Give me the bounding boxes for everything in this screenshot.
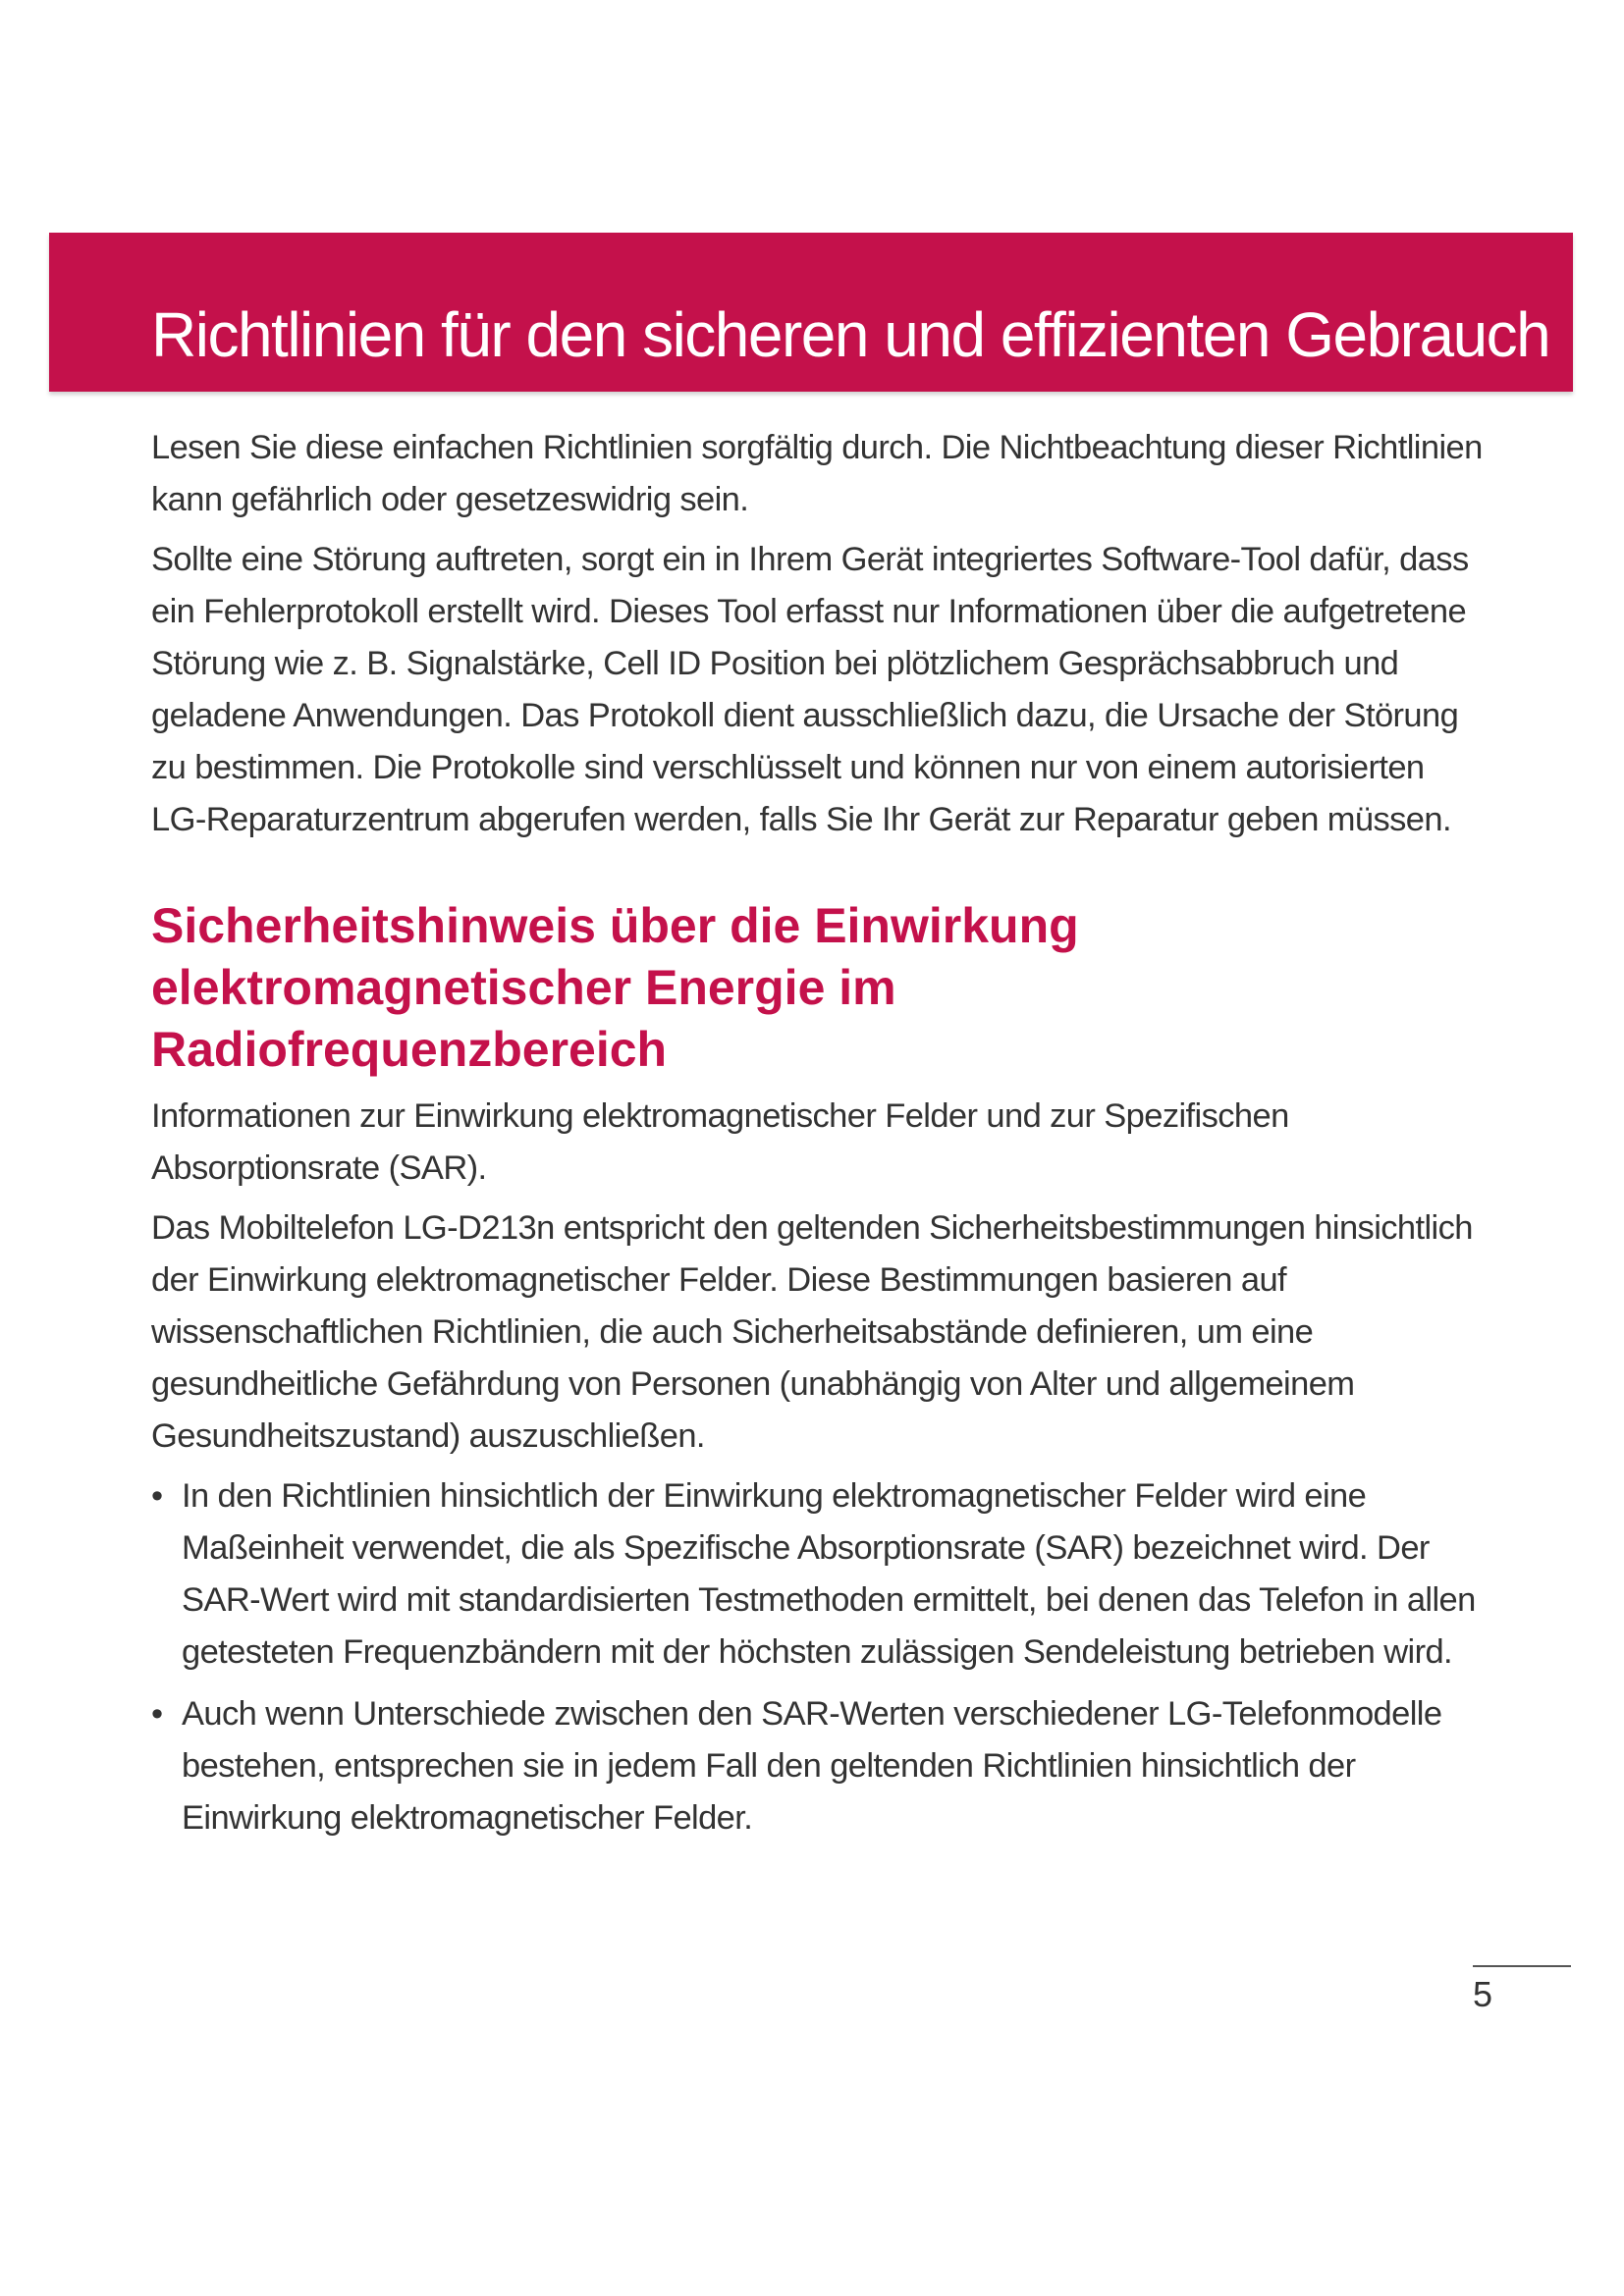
page-content — [151, 422, 1487, 1854]
page-title: Richtlinien für den sicheren und effizienten Gebrauch — [151, 299, 1550, 370]
page-number: 5 — [1472, 1974, 1493, 2014]
list-item-text: Auch wenn Unterschiede zwischen den SAR-Werten verschiedener LG-Telefonmodelle bestehen, entsprechen sie in jedem Fall den geltenden Richtlinien hinsichtlich der Einwirkung elektromagnetischer Felder. — [182, 1695, 1442, 1837]
title-banner — [49, 233, 1573, 392]
intro-paragraph: Lesen Sie diese einfachen Richtlinien sorgfältig durch. Die Nichtbeachtung dieser Richtlinien kann gefährlich oder gesetzeswidrig sein. — [151, 429, 1483, 518]
bullet-icon: • — [151, 1695, 163, 1733]
footer-divider — [1473, 1965, 1571, 1967]
bullet-icon: • — [151, 1477, 163, 1515]
bullet-list — [151, 1470, 1487, 1844]
intro-paragraph: Sollte eine Störung auftreten, sorgt ein in Ihrem Gerät integriertes Software-Tool dafür, dass ein Fehlerprotokoll erstellt wird. Dieses Tool erfasst nur Informationen über die aufgetretene Störung wie z. B. Signalstärke, Cell ID Position bei plötzlichem Gesprächsabbruch und geladene Anwendungen. Das Protokoll dient ausschließlich dazu, die Ursache der Störung zu bestimmen. Die Protokolle sind verschlüsselt und können nur von einem autorisierten LG-Reparaturzentrum abgerufen werden, falls Sie Ihr Gerät zur Reparatur geben müssen. — [151, 541, 1469, 838]
section-heading: Sicherheitshinweis über die Einwirkung elektromagnetischer Energie im Radiofrequenzbereich — [151, 898, 1079, 1077]
list-item-text: In den Richtlinien hinsichtlich der Einwirkung elektromagnetischer Felder wird eine Maßeinheit verwendet, die als Spezifische Absorptionsrate (SAR) bezeichnet wird. Der SAR-Wert wird mit standardisierten Testmethoden ermittelt, bei denen das Telefon in allen getesteten Frequenzbändern mit der höchsten zulässigen Sendeleistung betrieben wird. — [182, 1477, 1476, 1671]
list-item — [151, 1688, 1487, 1844]
section-paragraph: Informationen zur Einwirkung elektromagnetischer Felder und zur Spezifischen Absorptionsrate (SAR). — [151, 1097, 1289, 1187]
list-item — [151, 1470, 1487, 1679]
section-paragraph: Das Mobiltelefon LG-D213n entspricht den geltenden Sicherheitsbestimmungen hinsichtlich der Einwirkung elektromagnetischer Felder. Diese Bestimmungen basieren auf wissenschaftlichen Richtlinien, die auch Sicherheitsabstände definieren, um eine gesundheitliche Gefährdung von Personen (unabhängig von Alter und allgemeinem Gesundheitszustand) auszuschließen. — [151, 1209, 1473, 1455]
